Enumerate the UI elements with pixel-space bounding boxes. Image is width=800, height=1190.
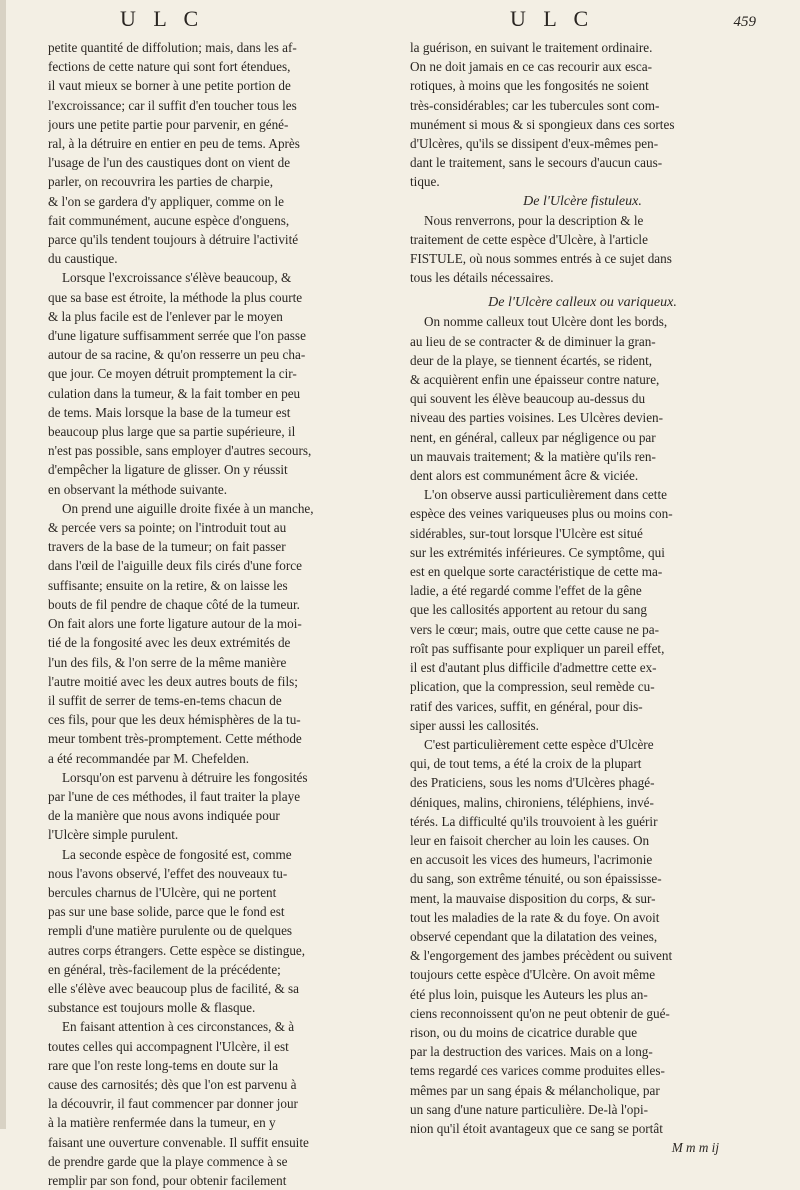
text-line: & l'engorgement des jambes précèdent ou suivent bbox=[410, 948, 673, 964]
text-line: d'empêcher la ligature de glisser. On y réussit bbox=[48, 462, 288, 478]
text-line: en accusoit les vices des humeurs, l'acrimonie bbox=[410, 852, 653, 868]
text-line: parler, on recouvrira les parties de charpie, bbox=[48, 174, 274, 190]
text-line: On prend une aiguille droite fixée à un manche, bbox=[62, 500, 314, 516]
text-line: autres corps étrangers. Cette espèce se distingue, bbox=[48, 942, 306, 958]
text-line: remplir par son fond, pour obtenir facilement bbox=[48, 1172, 287, 1188]
text-line: On nomme calleux tout Ulcère dont les bords, bbox=[424, 314, 668, 330]
text-line: Lorsqu'on est parvenu à détruire les fongosités bbox=[62, 769, 308, 785]
text-line: Lorsque l'excroissance s'élève beaucoup, & bbox=[62, 270, 292, 286]
text-line: des Praticiens, sous les noms d'Ulcères phagé- bbox=[410, 775, 655, 791]
signature-mark: M m m ij bbox=[671, 1140, 719, 1156]
text-line: nion qu'il étoit avantageux que ce sang se portât bbox=[410, 1120, 663, 1136]
text-line: ment, la mauvaise disposition du corps, & sur- bbox=[410, 890, 656, 906]
text-line: ciens reconnoissent qu'on ne peut obtenir de gué- bbox=[410, 1005, 670, 1021]
text-line: ratif des varices, suffit, en général, pour dis- bbox=[410, 698, 643, 714]
section-heading: De l'Ulcère fistuleux. bbox=[523, 193, 642, 209]
section-heading: De l'Ulcère calleux ou variqueux. bbox=[488, 295, 677, 311]
text-line: deur de la playe, se tiennent écartés, se rident, bbox=[410, 352, 653, 368]
text-line: jours une petite partie pour parvenir, en géné- bbox=[48, 116, 289, 132]
text-line: tems regardé ces varices comme produites elles- bbox=[410, 1063, 665, 1079]
text-line: qui souvent les élève beaucoup au-dessus du bbox=[410, 391, 646, 407]
text-line: par la destruction des varices. Mais on a long- bbox=[410, 1044, 653, 1060]
text-line: siper aussi les callosités. bbox=[410, 717, 539, 733]
text-line: un sang d'une nature particulière. De-là l'opi- bbox=[410, 1101, 649, 1117]
left-column bbox=[48, 38, 393, 1190]
text-line: meur tombent très-promptement. Cette méthode bbox=[48, 731, 302, 747]
text-line: à la matière renfermée dans la tumeur, en y bbox=[48, 1115, 276, 1131]
text-line: munément si mous & si spongieux dans ces sortes bbox=[410, 116, 675, 132]
text-line: du sang, son extrême ténuité, ou son épaississe- bbox=[410, 871, 662, 887]
text-line: roît pas suffisante pour expliquer un pareil effet, bbox=[410, 640, 665, 656]
text-line: fections de cette nature qui sont fort étendues, bbox=[48, 59, 291, 75]
text-line: pas sur une base solide, parce que le fond est bbox=[48, 904, 285, 920]
text-line: de prendre garde que la playe commence à se bbox=[48, 1153, 288, 1169]
text-line: il est d'autant plus difficile d'admettre cette ex- bbox=[410, 660, 657, 676]
text-line: toutes celles qui accompagnent l'Ulcère, il est bbox=[48, 1038, 289, 1054]
text-line: rotiques, à moins que les fongosités ne soient bbox=[410, 78, 649, 94]
text-line: l'un des fils, & l'on serre de la même manière bbox=[48, 654, 287, 670]
text-line: l'Ulcère simple purulent. bbox=[48, 827, 179, 843]
page-number: 459 bbox=[733, 14, 756, 30]
text-line: dant le traitement, sans le secours d'aucun caus- bbox=[410, 155, 663, 171]
text-line: d'une ligature suffisamment serrée que l'on passe bbox=[48, 328, 306, 344]
text-line: tout les maladies de la rate & du foye. On avoit bbox=[410, 909, 660, 925]
text-line: bercules charnus de l'Ulcère, qui ne portent bbox=[48, 884, 277, 900]
text-line: observé cependant que la dilatation des veines, bbox=[410, 928, 658, 944]
text-line: traitement de cette espèce d'Ulcère, à l'article bbox=[410, 231, 648, 247]
text-line: travers de la base de la tumeur; on fait passer bbox=[48, 539, 286, 555]
text-line: autour de sa racine, & qu'on resserre un peu cha- bbox=[48, 347, 306, 363]
text-line: fait communément, aucune espèce d'onguens, bbox=[48, 212, 290, 228]
text-line: C'est particulièrement cette espèce d'Ulcère bbox=[424, 736, 654, 752]
text-line: & la plus facile est de l'enlever par le moyen bbox=[48, 308, 283, 324]
text-line: Nous renverrons, pour la description & le bbox=[424, 212, 644, 228]
text-line: au lieu de se contracter & de diminuer la gran- bbox=[410, 333, 656, 349]
text-line: a été recommandée par M. Chefelden. bbox=[48, 750, 250, 766]
text-line: que les callosités apportent au retour du sang bbox=[410, 602, 647, 618]
text-line: substance est toujours molle & flasque. bbox=[48, 1000, 256, 1016]
text-line: il suffit de serrer de tems-en-tems chacun de bbox=[48, 692, 282, 708]
running-head-right: U L C bbox=[510, 6, 595, 31]
text-line: un mauvais traitement; & la matière qu'ils ren- bbox=[410, 448, 656, 464]
text-line: rare que l'on reste long-tems en doute sur la bbox=[48, 1057, 279, 1073]
running-head-left: U L C bbox=[120, 6, 205, 31]
text-line: faisant une ouverture convenable. Il suffit ensuite bbox=[48, 1134, 309, 1150]
text-line: rison, ou du moins de cicatrice durable que bbox=[410, 1024, 638, 1040]
text-line: plication, que la compression, seul remède cu- bbox=[410, 679, 655, 695]
text-line: beaucoup plus large que sa partie supérieure, il bbox=[48, 424, 296, 440]
text-line: tié de la fongosité avec les deux extrémités de bbox=[48, 635, 291, 651]
text-line: de la manière que nous avons indiquée pour bbox=[48, 808, 280, 824]
text-line: est en quelque sorte caractéristique de cette ma- bbox=[410, 564, 663, 580]
text-line: & acquièrent enfin une épaisseur contre nature, bbox=[410, 372, 660, 388]
text-line: culation dans la tumeur, & la fait tomber en peu bbox=[48, 385, 301, 401]
text-line: suffisante; ensuite on la retire, & on laisse les bbox=[48, 577, 288, 593]
text-line: bouts de fil pendre de chaque côté de la tumeur. bbox=[48, 596, 300, 612]
text-line: la guérison, en suivant le traitement ordinaire. bbox=[410, 40, 653, 55]
text-line: elle s'élève avec beaucoup plus de facilité, & sa bbox=[48, 980, 299, 996]
text-line: mêmes par un sang épais & mélancholique, par bbox=[410, 1082, 660, 1098]
text-line: été plus loin, puisque les Auteurs les plus an- bbox=[410, 986, 648, 1002]
text-line: il vaut mieux se borner à une petite portion de bbox=[48, 78, 291, 94]
text-line: espèce des veines variqueuses plus ou moins con- bbox=[410, 506, 673, 522]
text-line: petite quantité de diffolution; mais, dans les af- bbox=[48, 40, 297, 55]
text-line: l'usage de l'un des caustiques dont on vient de bbox=[48, 155, 291, 171]
text-line: & l'on se gardera d'y appliquer, comme on le bbox=[48, 193, 285, 209]
text-line: térés. La difficulté qu'ils trouvoient à les guérir bbox=[410, 813, 658, 829]
text-line: sur les extrémités inférieures. Ce symptôme, qui bbox=[410, 544, 665, 560]
text-line: que jour. Ce moyen détruit promptement la cir- bbox=[48, 366, 297, 382]
text-line: par l'une de ces méthodes, il faut traiter la playe bbox=[48, 788, 301, 804]
text-line: très-considérables; car les tubercules sont com- bbox=[410, 97, 660, 113]
text-line: n'est pas possible, sans employer d'autres secours, bbox=[48, 443, 312, 459]
text-line: FISTULE, où nous sommes entrés à ce sujet dans bbox=[410, 251, 672, 267]
text-line: cause des carnosités; dès que l'on est parvenu à bbox=[48, 1076, 297, 1092]
text-line: que sa base est étroite, la méthode la plus courte bbox=[48, 289, 303, 305]
right-column bbox=[410, 38, 755, 1157]
text-line: & percée vers sa pointe; on l'introduit tout au bbox=[48, 520, 287, 536]
text-line: en observant la méthode suivante. bbox=[48, 481, 228, 497]
text-line: On ne doit jamais en ce cas recourir aux esca- bbox=[410, 59, 653, 75]
text-line: En faisant attention à ces circonstances, & à bbox=[62, 1019, 295, 1035]
text-line: tique. bbox=[410, 174, 440, 190]
text-line: l'autre moitié avec les deux autres bouts de fils; bbox=[48, 673, 298, 689]
text-line: niveau des parties voisines. Les Ulcères devien- bbox=[410, 410, 664, 426]
text-line: leur en faisoit chercher au loin les causes. On bbox=[410, 832, 650, 848]
text-line: tous les détails nécessaires. bbox=[410, 270, 554, 286]
text-line: dans l'œil de l'aiguille deux fils cirés d'une force bbox=[48, 558, 302, 574]
text-line: du caustique. bbox=[48, 251, 118, 267]
text-line: toujours cette espèce d'Ulcère. On avoit même bbox=[410, 967, 656, 983]
text-line: nous l'avons observé, l'effet des nouveaux tu- bbox=[48, 865, 288, 881]
text-line: de tems. Mais lorsque la base de la tumeur est bbox=[48, 404, 291, 420]
text-line: ces fils, pour que les deux hémisphères de la tu- bbox=[48, 712, 301, 728]
text-line: parce qu'ils tendent toujours à détruire l'activité bbox=[48, 232, 299, 248]
text-line: vers le cœur; mais, outre que cette cause ne pa- bbox=[410, 621, 659, 637]
text-line: déniques, malins, chironiens, téléphiens, invé- bbox=[410, 794, 654, 810]
text-line: La seconde espèce de fongosité est, comme bbox=[62, 846, 292, 862]
page-gutter-edge bbox=[0, 0, 6, 1129]
text-line: d'Ulcères, qu'ils se dissipent d'eux-mêmes pen- bbox=[410, 136, 659, 152]
text-line: ral, à la détruire en entier en peu de tems. Après bbox=[48, 136, 300, 152]
text-line: rempli d'une matière purulente ou de quelques bbox=[48, 923, 293, 939]
text-line: l'excroissance; car il suffit d'en toucher tous les bbox=[48, 97, 297, 113]
text-line: ladie, a été regardé comme l'effet de la gêne bbox=[410, 583, 642, 599]
text-line: en général, très-facilement de la précédente; bbox=[48, 961, 281, 977]
text-line: On fait alors une forte ligature autour de la moi- bbox=[48, 616, 302, 632]
text-line: dent alors est communément âcre & viciée. bbox=[410, 468, 639, 484]
text-line: qui, de tout tems, a été la croix de la plupart bbox=[410, 756, 642, 772]
text-line: L'on observe aussi particulièrement dans cette bbox=[424, 487, 667, 503]
text-line: la découvrir, il faut commencer par donner jour bbox=[48, 1096, 298, 1112]
text-line: nent, en général, calleux par négligence ou par bbox=[410, 429, 656, 445]
text-line: sidérables, sur-tout lorsque l'Ulcère est situé bbox=[410, 525, 643, 541]
